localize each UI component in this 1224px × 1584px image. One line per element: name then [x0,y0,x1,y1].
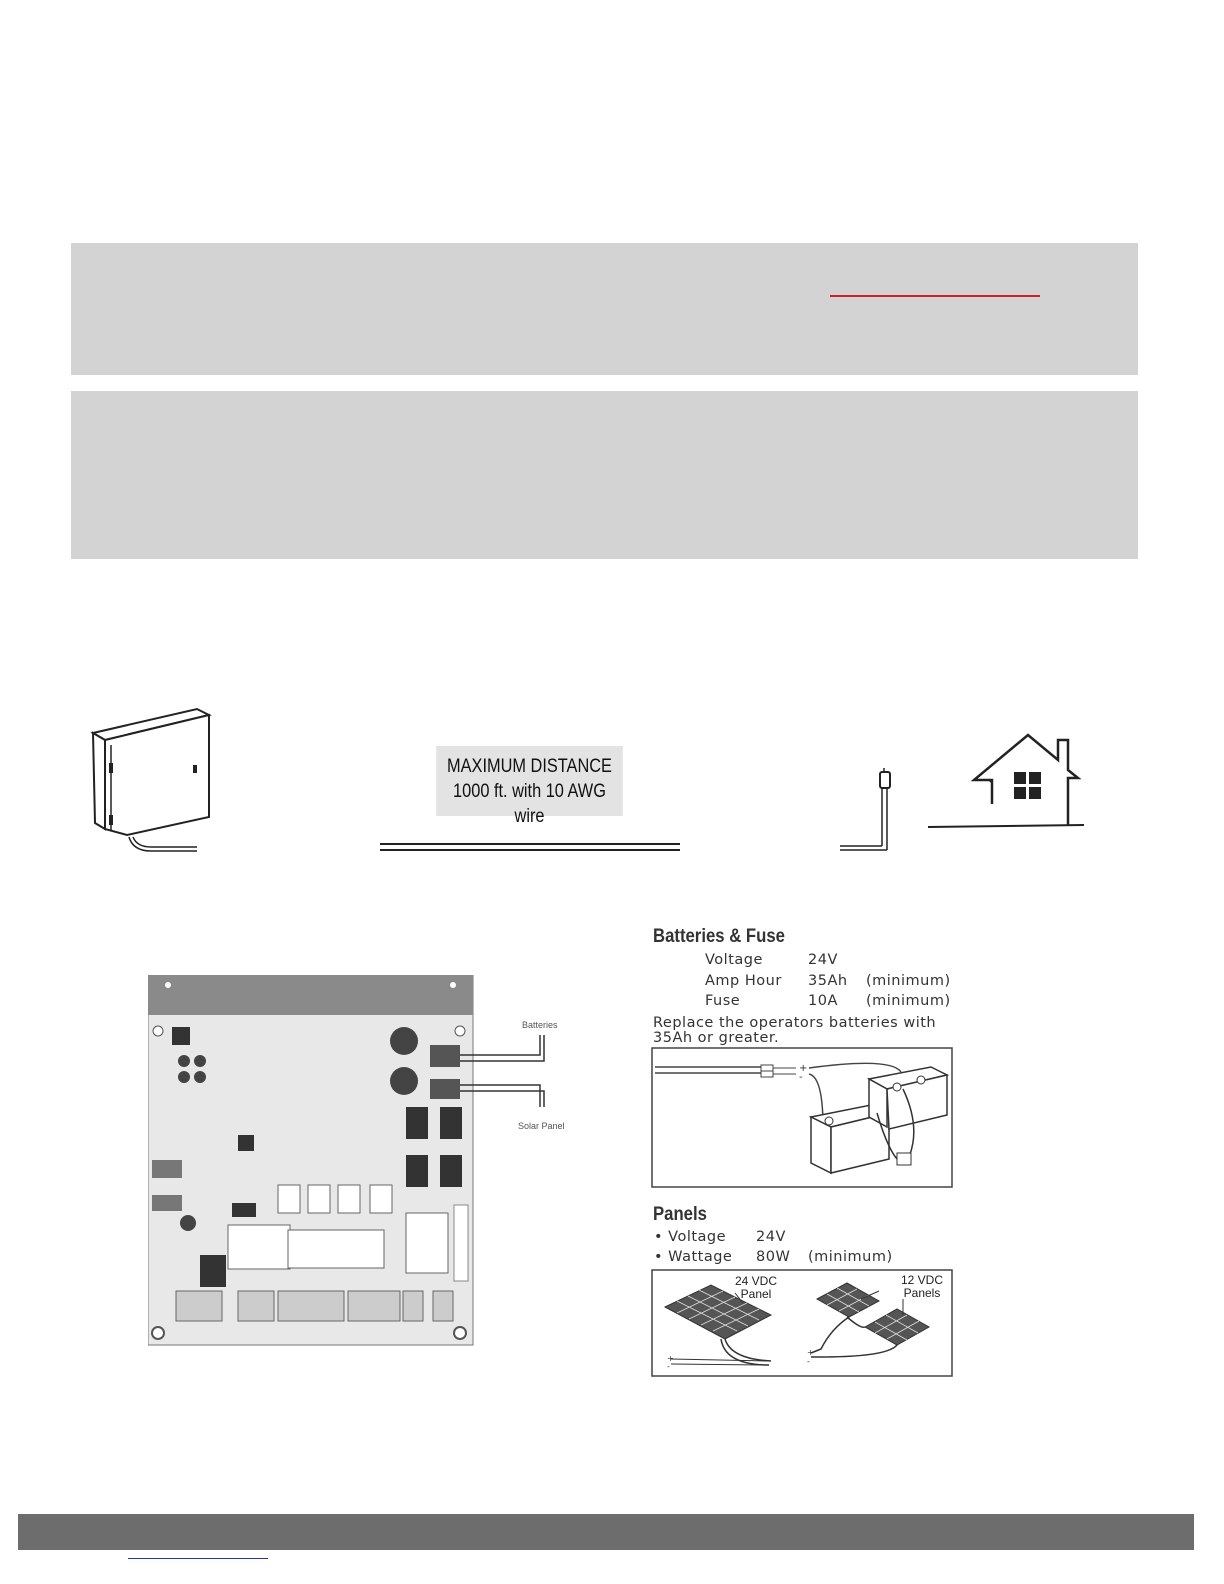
svg-text:-: - [799,1072,803,1083]
battery-note-line2: 35Ah or greater. [653,1030,780,1046]
battery-note-line1: Replace the operators batteries with [653,1015,937,1031]
panel-spec-voltage-label: • Voltage [654,1229,727,1245]
info-box-2 [71,391,1138,559]
footer-bar [18,1514,1194,1550]
svg-text:+: + [807,1348,814,1357]
control-board-diagram [148,975,568,1347]
battery-spec-amphour-label: Amp Hour [705,973,782,989]
panel12-label [901,1274,943,1300]
panel12-label-line1: 12 VDC [901,1273,944,1287]
panel24-label-line1: 24 VDC [735,1274,778,1288]
house-icon [928,730,1090,832]
battery-spec-fuse-note: (minimum) [866,993,951,1009]
svg-text:+: + [667,1354,674,1363]
batteries-terminal-label: Batteries [522,1020,558,1030]
control-box-illustration [85,705,215,855]
battery-wiring-diagram [651,1047,953,1189]
footer-link-underline[interactable] [128,1558,268,1559]
info-box-1 [71,243,1138,375]
max-distance-line2: 1000 ft. with 10 AWG wire [453,781,606,827]
max-distance-line1: MAXIMUM DISTANCE [447,756,612,777]
panel24-label [735,1275,777,1301]
control-board-svg [148,975,568,1347]
power-plug-icon [838,768,898,856]
battery-spec-voltage-label: Voltage [705,952,763,968]
batteries-fuse-title: Batteries & Fuse [653,926,785,947]
wire-line [380,840,682,854]
svg-text:-: - [667,1362,670,1371]
battery-spec-amphour-value: 35Ah [808,973,848,989]
battery-spec-fuse-value: 10A [808,993,838,1009]
battery-spec-voltage-value: 24V [808,952,838,968]
link-underline[interactable] [830,295,1040,297]
solar-panels-diagram [651,1269,953,1378]
panel-spec-wattage-note: (minimum) [808,1249,893,1265]
panel-spec-voltage-value: 24V [756,1229,786,1245]
panel12-label-line2: Panels [903,1286,941,1300]
battery-spec-amphour-note: (minimum) [866,973,951,989]
battery-spec-fuse-label: Fuse [705,993,741,1009]
solar-panel-terminal-label: Solar Panel [518,1121,565,1131]
panel24-label-line2: Panel [740,1287,772,1301]
svg-text:+: + [799,1063,808,1074]
max-distance-badge [436,746,623,827]
panel-spec-wattage-value: 80W [756,1249,791,1265]
panels-title: Panels [653,1204,707,1225]
svg-text:-: - [807,1357,810,1366]
panel-spec-wattage-label: • Wattage [654,1249,733,1265]
